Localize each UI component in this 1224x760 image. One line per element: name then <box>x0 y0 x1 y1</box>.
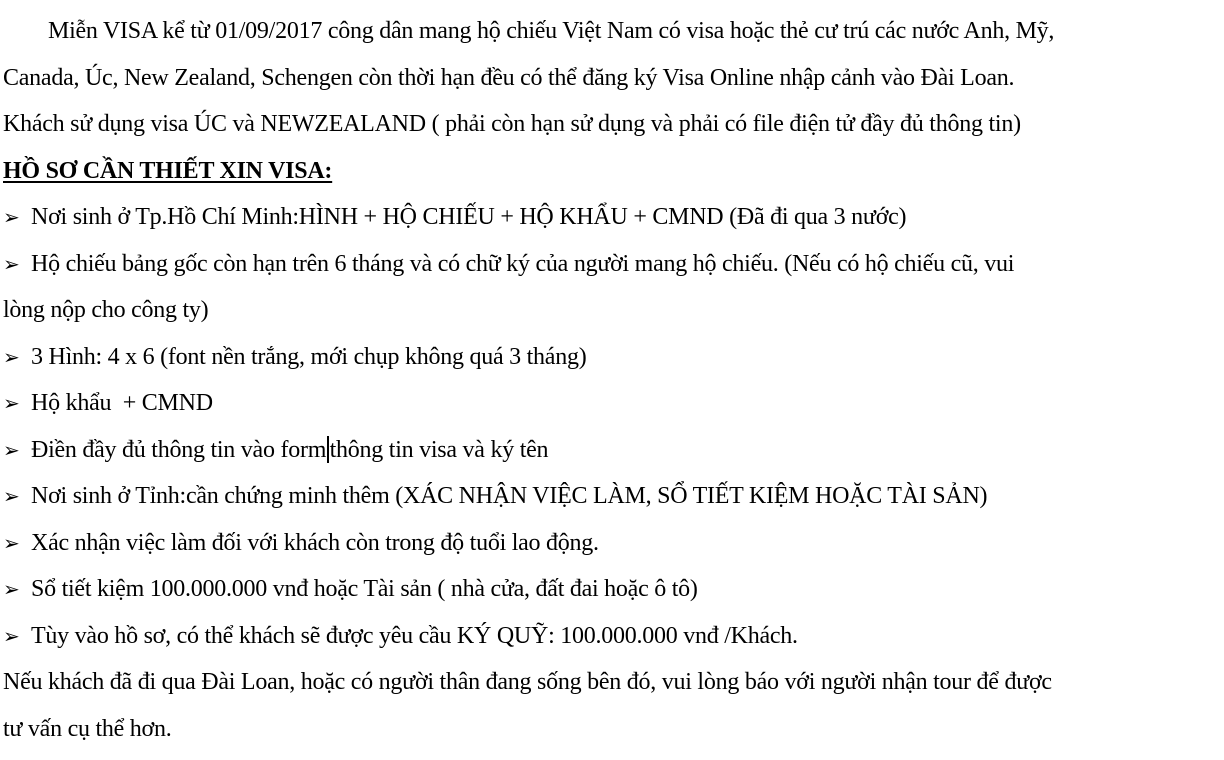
list-item <box>3 473 1221 520</box>
intro-line-2: Canada, Úc, New Zealand, Schengen còn thời hạn đều có thể đăng ký Visa Online nhập cảnh vào Đài Loan. <box>3 64 1015 91</box>
list-item <box>3 613 1221 660</box>
arrow-bullet-icon: ➢ <box>3 530 20 555</box>
arrow-bullet-icon: ➢ <box>3 205 20 229</box>
list-item-text-after-cursor: thông tin visa và ký tên <box>329 436 549 463</box>
list-item <box>3 241 1221 288</box>
closing-line-1: Nếu khách đã đi qua Đài Loan, hoặc có người thân đang sống bên đó, vui lòng báo với người nhận tour để được <box>3 669 1052 695</box>
list-item <box>3 380 1221 427</box>
text-cursor <box>327 436 329 463</box>
list-item-text: Nơi sinh ở Tp.Hồ Chí Minh:HÌNH + HỘ CHIẾU + HỘ KHẨU + CMND (Đã đi qua 3 nước) <box>31 204 907 230</box>
arrow-bullet-icon: ➢ <box>3 391 20 415</box>
intro-line-1: Miễn VISA kể từ 01/09/2017 công dân mang hộ chiếu Việt Nam có visa hoặc thẻ cư trú các nước Anh, Mỹ, <box>48 18 1055 44</box>
list-item <box>3 334 1221 381</box>
list-item <box>3 520 1221 567</box>
list-item-text: Tùy vào hồ sơ, có thể khách sẽ được yêu cầu KÝ QUỸ: 100.000.000 vnđ /Khách. <box>31 622 798 649</box>
list-item-text: Hộ khẩu + CMND <box>31 390 213 416</box>
closing-line-2: tư vấn cụ thể hơn. <box>3 715 172 742</box>
list-item <box>3 427 1221 474</box>
arrow-bullet-icon: ➢ <box>3 251 20 276</box>
list-item-text: Điền đầy đủ thông tin vào form <box>31 436 327 463</box>
list-item-continuation: lòng nộp cho công ty) <box>3 297 209 323</box>
intro-line-3: Khách sử dụng visa ÚC và NEWZEALAND ( phải còn hạn sử dụng và phải có file điện tử đầy đủ thông tin) <box>3 111 1021 137</box>
requirements-heading: HỒ SƠ CẦN THIẾT XIN VISA: <box>3 157 333 184</box>
arrow-bullet-icon: ➢ <box>3 577 20 601</box>
list-item-text: Xác nhận việc làm đối với khách còn trong độ tuổi lao động. <box>31 529 599 556</box>
list-item <box>3 194 1221 241</box>
list-item-text: Hộ chiếu bảng gốc còn hạn trên 6 tháng và có chữ ký của người mang hộ chiếu. (Nếu có hộ chiếu cũ, vui <box>31 250 1015 277</box>
arrow-bullet-icon: ➢ <box>3 344 20 369</box>
arrow-bullet-icon: ➢ <box>3 623 20 648</box>
arrow-bullet-icon: ➢ <box>3 484 20 508</box>
list-item <box>3 566 1221 613</box>
document-body[interactable] <box>3 8 1221 752</box>
list-item-text: Nơi sinh ở Tỉnh:cần chứng minh thêm (XÁC NHẬN VIỆC LÀM, SỔ TIẾT KIỆM HOẶC TÀI SẢN) <box>31 483 988 509</box>
list-item-text: 3 Hình: 4 x 6 (font nền trắng, mới chụp không quá 3 tháng) <box>31 343 587 370</box>
list-item-text: Sổ tiết kiệm 100.000.000 vnđ hoặc Tài sản ( nhà cửa, đất đai hoặc ô tô) <box>31 576 698 602</box>
arrow-bullet-icon: ➢ <box>3 437 20 462</box>
